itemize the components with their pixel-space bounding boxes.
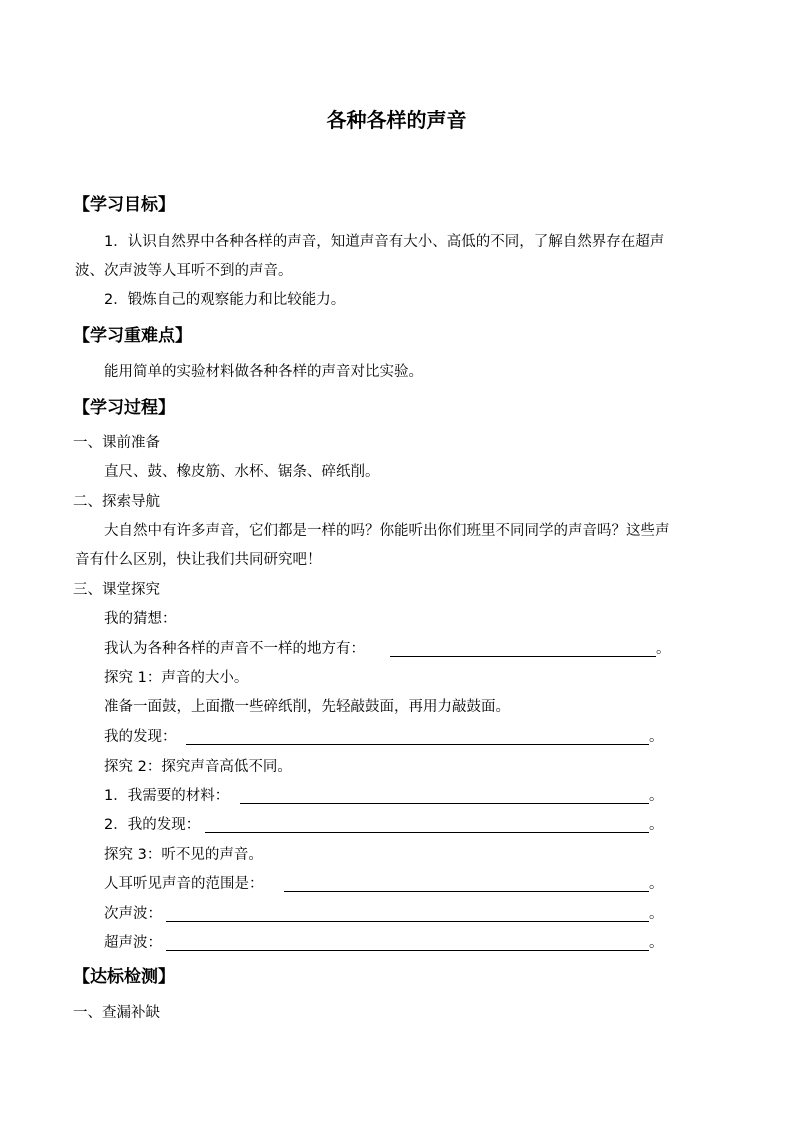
period: 。 <box>649 906 664 922</box>
exp-3-title: 探究 3：听不见的声音。 <box>104 847 263 863</box>
period: 。 <box>649 817 664 833</box>
period: 。 <box>656 641 671 657</box>
ultrasound-label: 超声波： <box>104 935 162 951</box>
heading-key-points: 【学习重难点】 <box>73 326 192 346</box>
period: 。 <box>649 935 664 951</box>
goal-item-1-line-1: 1．认识自然界中各种各样的声音，知道声音有大小、高低的不同，了解自然界存在超声 <box>104 234 665 250</box>
exp-1-text: 准备一面鼓，上面撒一些碎纸削，先轻敲鼓面，再用力敲鼓面。 <box>104 699 510 715</box>
part-2-text-line-1: 大自然中有许多声音，它们都是一样的吗？你能听出你们班里不同同学的声音吗？这些声 <box>104 523 670 539</box>
heading-learning-process: 【学习过程】 <box>73 398 175 418</box>
goal-item-2: 2．锻炼自己的观察能力和比较能力。 <box>104 292 346 308</box>
hearing-range-label: 人耳听见声音的范围是： <box>104 876 264 892</box>
page-title: 各种各样的声音 <box>326 108 467 132</box>
heading-assessment: 【达标检测】 <box>73 967 175 987</box>
answer-blank-exp-1-finding[interactable] <box>186 744 649 745</box>
answer-blank-infrasound[interactable] <box>166 921 649 922</box>
exp-2-finding-label: 2．我的发现： <box>104 817 201 833</box>
answer-blank-exp-2-material[interactable] <box>240 803 649 804</box>
part-2-title: 二、探索导航 <box>73 494 160 510</box>
period: 。 <box>649 729 664 745</box>
answer-blank-ultrasound[interactable] <box>166 950 649 951</box>
exp-1-title: 探究 1：声音的大小。 <box>104 670 249 686</box>
part-1-title: 一、课前准备 <box>73 435 160 451</box>
exp-1-finding-label: 我的发现： <box>104 729 177 745</box>
answer-blank-hearing-range[interactable] <box>284 891 649 892</box>
exp-2-title: 探究 2：探究声音高低不同。 <box>104 759 292 775</box>
answer-blank-guess[interactable] <box>390 656 656 657</box>
goal-item-1-line-2: 波、次声波等人耳听不到的声音。 <box>75 263 293 279</box>
part-2-text-line-2: 音有什么区别，快让我们共同研究吧！ <box>75 552 322 568</box>
key-points-text: 能用简单的实验材料做各种各样的声音对比实验。 <box>104 364 423 380</box>
assessment-part-1-title: 一、查漏补缺 <box>73 1005 160 1021</box>
infrasound-label: 次声波： <box>104 906 162 922</box>
my-guess-label: 我的猜想： <box>104 611 177 627</box>
period: 。 <box>649 788 664 804</box>
period: 。 <box>649 876 664 892</box>
guess-question: 我认为各种各样的声音不一样的地方有： <box>104 641 365 657</box>
exp-2-material-label: 1．我需要的材料： <box>104 788 230 804</box>
part-3-title: 三、课堂探究 <box>73 582 160 598</box>
answer-blank-exp-2-finding[interactable] <box>205 832 649 833</box>
heading-learning-goals: 【学习目标】 <box>73 195 175 215</box>
part-1-text: 直尺、鼓、橡皮筋、水杯、锯条、碎纸削。 <box>104 464 380 480</box>
